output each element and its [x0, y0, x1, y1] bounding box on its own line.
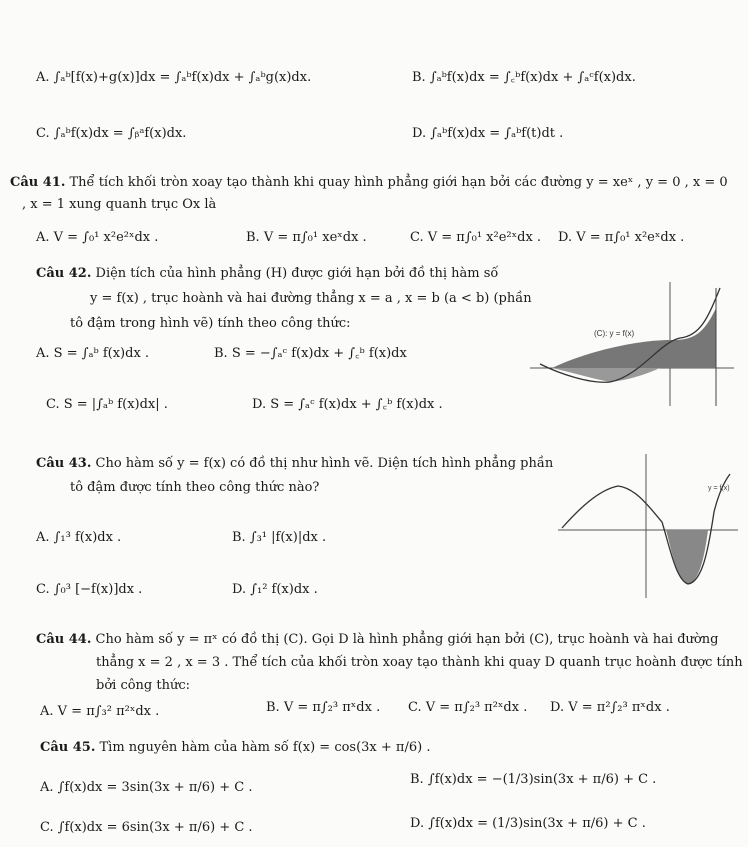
- q43-stem-line2: tô đậm được tính theo công thức nào?: [70, 480, 320, 495]
- q42-stem-line2: y = f(x) , trục hoành và hai đường thẳng x = a , x = b (a < b) (phần: [90, 291, 532, 306]
- q41-option-a: A. V = ∫₀¹ x²e²ˣdx .: [36, 230, 159, 245]
- q42-number: Câu 42.: [36, 266, 92, 281]
- q45-text: Tìm nguyên hàm của hàm số f(x) = cos(3x + π/6) .: [99, 740, 431, 755]
- q43-number: Câu 43.: [36, 456, 92, 471]
- q41-option-d: D. V = π∫₀¹ x²eˣdx .: [558, 230, 685, 245]
- q40-option-d: D. ∫ₐᵇf(x)dx = ∫ₐᵇf(t)dt .: [412, 126, 564, 141]
- q44-option-a: A. V = π∫₃² π²ˣdx .: [40, 704, 160, 719]
- q45-number: Câu 45.: [40, 740, 96, 755]
- q45-stem-line1: [40, 740, 430, 756]
- q44-option-c: C. V = π∫₂³ π²ˣdx .: [408, 700, 528, 715]
- q42-graph-label: (C): y = f(x): [594, 329, 635, 338]
- q42-option-a: A. S = ∫ₐᵇ f(x)dx .: [36, 346, 150, 361]
- q43-option-d: D. ∫₁² f(x)dx .: [232, 582, 318, 597]
- q44-option-b: B. V = π∫₂³ πˣdx .: [266, 700, 381, 715]
- q43-stem-line1: [36, 456, 553, 472]
- q44-text: Cho hàm số y = πˣ có đồ thị (C). Gọi D là hình phẳng giới hạn bởi (C), trục hoành và hai đường: [95, 632, 719, 647]
- q44-stem-line2: thẳng x = 2 , x = 3 . Thể tích của khối tròn xoay tạo thành khi quay D quanh trục hoành được tính: [96, 655, 743, 670]
- q41-number: Câu 41.: [10, 175, 66, 190]
- q41-stem-line1: [10, 175, 728, 191]
- q45-option-b: B. ∫f(x)dx = −(1/3)sin(3x + π/6) + C .: [410, 772, 657, 787]
- q44-stem-line1: [36, 632, 718, 648]
- q43-text: Cho hàm số y = f(x) có đồ thị như hình vẽ. Diện tích hình phẳng phần: [95, 456, 554, 471]
- q42-option-c: C. S = |∫ₐᵇ f(x)dx| .: [46, 397, 168, 412]
- q44-number: Câu 44.: [36, 632, 92, 647]
- q45-option-d: D. ∫f(x)dx = (1/3)sin(3x + π/6) + C .: [410, 816, 646, 831]
- q43-graph-label: y = f(x): [708, 485, 730, 492]
- q41-option-c: C. V = π∫₀¹ x²e²ˣdx .: [410, 230, 542, 245]
- q45-option-a: A. ∫f(x)dx = 3sin(3x + π/6) + C .: [40, 780, 253, 795]
- q42-graph: [530, 278, 738, 410]
- q40-option-a: A. ∫ₐᵇ[f(x)+g(x)]dx = ∫ₐᵇf(x)dx + ∫ₐᵇg(x)dx.: [36, 70, 312, 85]
- q42-text: Diện tích của hình phẳng (H) được giới hạn bởi đồ thị hàm số: [95, 266, 499, 281]
- q42-stem-line1: [36, 266, 498, 282]
- q43-graph: [558, 452, 742, 600]
- q43-option-b: B. ∫₃¹ |f(x)|dx .: [232, 530, 327, 545]
- q41-text: Thể tích khối tròn xoay tạo thành khi quay hình phẳng giới hạn bởi các đường y = xeˣ , y = 0 , x = 0: [69, 175, 728, 190]
- q43-option-c: C. ∫₀³ [−f(x)]dx .: [36, 582, 143, 597]
- q44-option-d: D. V = π²∫₂³ πˣdx .: [550, 700, 670, 715]
- q42-option-b: B. S = −∫ₐᶜ f(x)dx + ∫꜀ᵇ f(x)dx: [214, 346, 407, 361]
- q41-option-b: B. V = π∫₀¹ xeˣdx .: [246, 230, 367, 245]
- q40-option-b: B. ∫ₐᵇf(x)dx = ∫꜀ᵇf(x)dx + ∫ₐᶜf(x)dx.: [412, 70, 636, 85]
- q42-stem-line3: tô đậm trong hình vẽ) tính theo công thức:: [70, 316, 351, 331]
- q45-option-c: C. ∫f(x)dx = 6sin(3x + π/6) + C .: [40, 820, 253, 835]
- q41-stem-line2: , x = 1 xung quanh trục Ox là: [22, 197, 217, 212]
- q40-option-c: C. ∫ₐᵇf(x)dx = ∫ᵦᵃf(x)dx.: [36, 126, 187, 141]
- q44-stem-line3: bởi công thức:: [96, 678, 191, 693]
- q42-option-d: D. S = ∫ₐᶜ f(x)dx + ∫꜀ᵇ f(x)dx .: [252, 397, 443, 412]
- q42-shaded-region-upper: [552, 308, 716, 368]
- q43-option-a: A. ∫₁³ f(x)dx .: [36, 530, 122, 545]
